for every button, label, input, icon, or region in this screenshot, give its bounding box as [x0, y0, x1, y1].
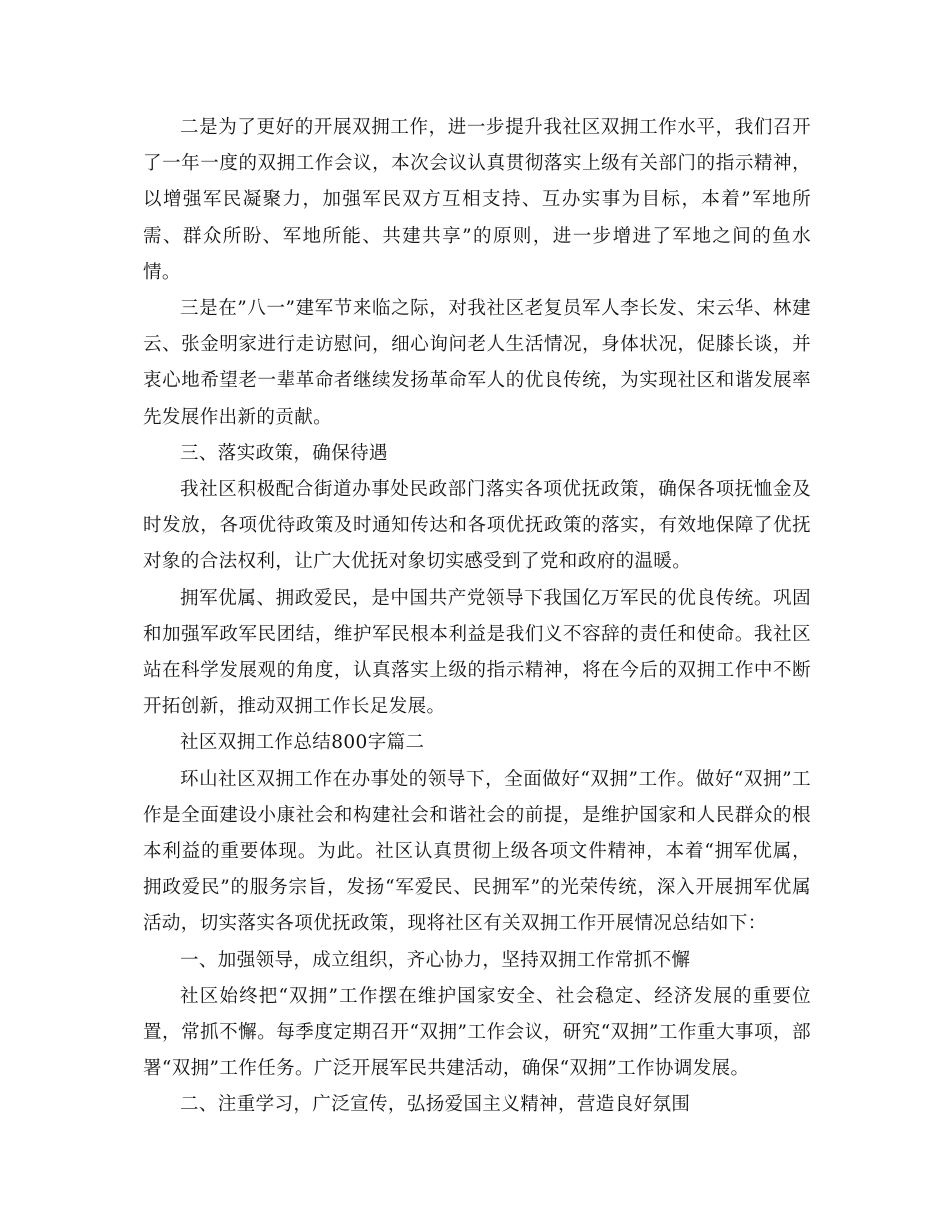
paragraph-1: 二是为了更好的开展双拥工作，进一步提升我社区双拥工作水平，我们召开了一年一度的双拥工作会议，本次会议认真贯彻落实上级有关部门的指示精神，以增强军民凝聚力，加强军民双方互相支持、互办实事为目标，本着”军地所需、群众所盼、军地所能、共建共享”的原则，进一步增进了军地之间的鱼水情。 [143, 117, 811, 283]
document-body [143, 110, 811, 1124]
paragraph-5: 拥军优属、拥政爱民，是中国共产党领导下我国亿万军民的优良传统。巩固和加强军政军民团结，维护军民根本利益是我们义不容辞的责任和使命。我社区站在科学发展观的角度，认真落实上级的指示精神，将在今后的双拥工作中不断开拓创新，推动双拥工作长足发展。 [143, 587, 811, 718]
section-heading-2: 二、注重学习，广泛宣传，弘扬爱国主义精神，营造良好氛围 [180, 1094, 691, 1116]
paragraph-2: 三是在”八一”建军节来临之际，对我社区老复员军人李长发、宋云华、林建云、张金明家进行走访慰问，细心询问老人生活情况，身体状况，促膝长谈，并衷心地希望老一辈革命者继续发扬革命军人的优良传统，为实现社区和谐发展率先发展作出新的贡献。 [143, 298, 811, 428]
section-heading-3: 三、落实政策，确保待遇 [180, 442, 388, 464]
paragraph-7: 环山社区双拥工作在办事处的领导下，全面做好“双拥”工作。做好“双拥”工作是全面建设小康社会和构建社会和谐社会的前提，是维护国家和人民群众的根本利益的重要体现。为此。社区认真贯彻上级各项文件精神，本着“拥军优属，拥政爱民”的服务宗旨，发扬“军爱民、民拥军”的光荣传统，深入开展拥军优属活动，切实落实各项优抚政策，现将社区有关双拥工作开展情况总结如下： [143, 768, 811, 935]
paragraph-9: 社区始终把“双拥”工作摆在维护国家安全、社会稳定、经济发展的重要位置，常抓不懈。每季度定期召开“双拥”工作会议，研究“双拥”工作重大事项，部署“双拥”工作任务。广泛开展军民共建活动，确保“双拥”工作协调发展。 [143, 985, 811, 1080]
section-heading-1: 一、加强领导，成立组织，齐心协力，坚持双拥工作常抓不懈 [180, 949, 691, 971]
article-title-2: 社区双拥工作总结800字篇二 [180, 732, 425, 754]
paragraph-4: 我社区积极配合街道办事处民政部门落实各项优抚政策，确保各项抚恤金及时发放，各项优待政策及时通知传达和各项优抚政策的落实，有效地保障了优抚对象的合法权利，让广大优抚对象切实感受到了党和政府的温暖。 [143, 479, 811, 573]
